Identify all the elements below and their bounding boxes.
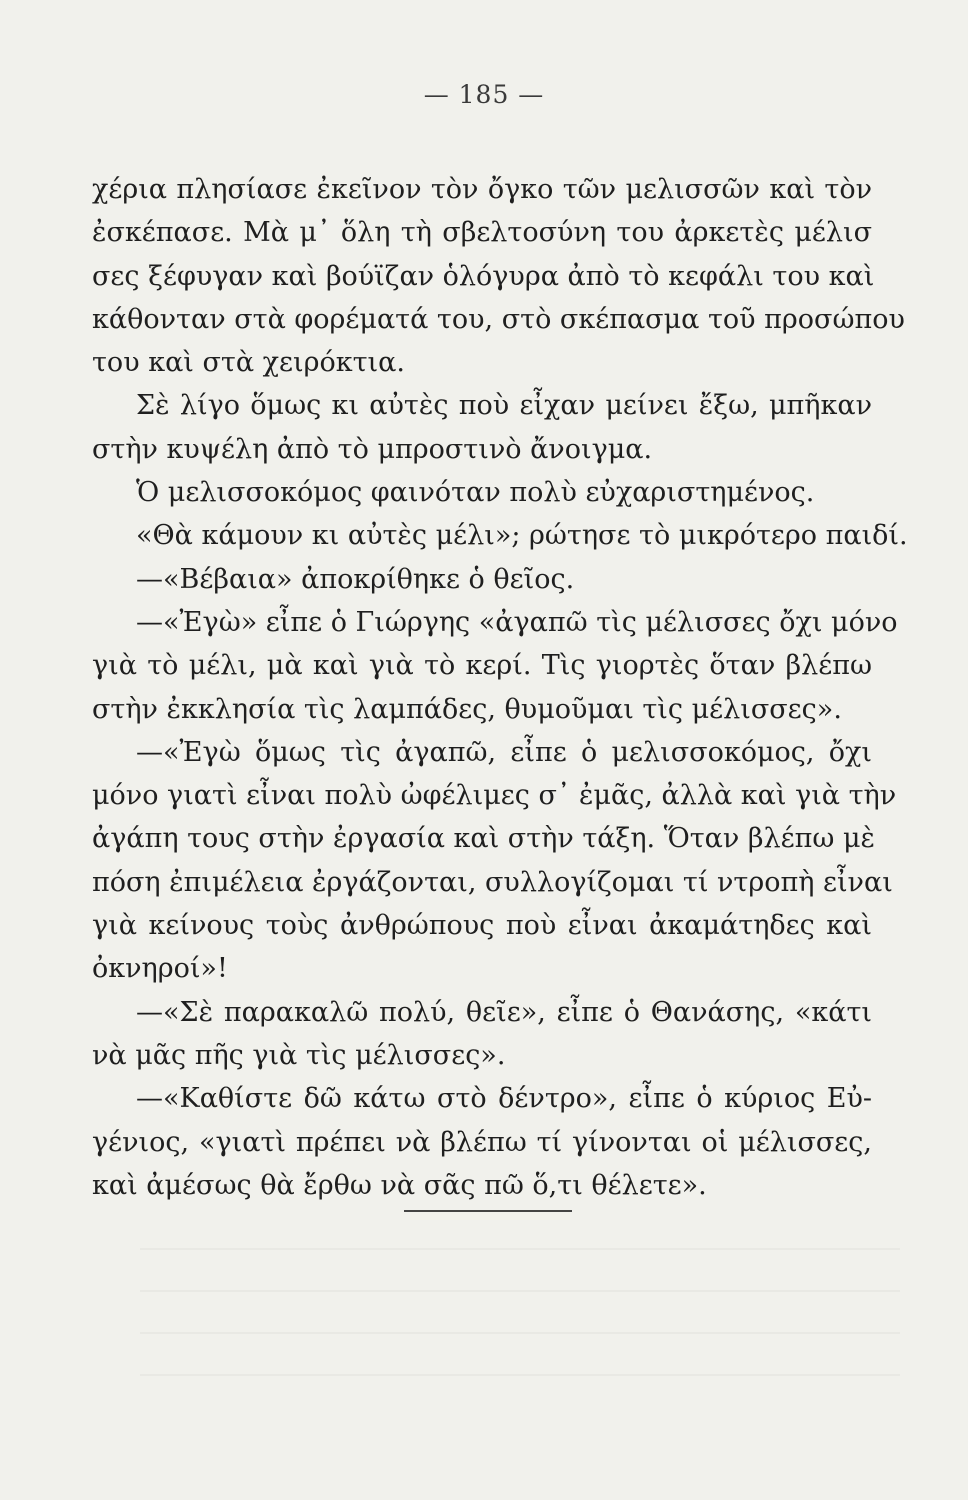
- show-through-line: [140, 1248, 900, 1250]
- text-line: γένιος, «γιατὶ πρέπει νὰ βλέπω τί γίνονται οἱ μέλισσες,: [92, 1126, 872, 1158]
- show-through-line: [140, 1332, 900, 1334]
- text-line: χέρια πλησίασε ἐκεῖνον τὸν ὄγκο τῶν μελισσῶν καὶ τὸν: [92, 174, 872, 205]
- text-line: ἀγάπη τους στὴν ἐργασία καὶ στὴν τάξη. Ὅταν βλέπω μὲ: [92, 823, 875, 855]
- text-line: —«Σὲ παρακαλῶ πολύ, θεῖε», εἶπε ὁ Θανάσης, «κάτι: [136, 996, 872, 1028]
- text-line: ἐσκέπασε. Μὰ μ᾽ ὅλη τὴ σβελτοσύνη του ἀρκετὲς μέλισ: [92, 217, 872, 249]
- text-line: —«Ἐγὼ ὅμως τὶς ἀγαπῶ, εἶπε ὁ μελισσοκόμος, ὄχι: [136, 736, 872, 768]
- text-line: —«Καθίστε δῶ κάτω στὸ δέντρο», εἶπε ὁ κύριος Εὐ-: [136, 1083, 872, 1115]
- text-line: Ὁ μελισσοκόμος φαινόταν πολὺ εὐχαριστημένος.: [136, 477, 815, 509]
- page-number: — 185 —: [423, 80, 545, 109]
- text-line: «Θὰ κάμουν κι αὐτὲς μέλι»; ρώτησε τὸ μικρότερο παιδί.: [136, 520, 908, 552]
- text-line: καὶ ἀμέσως θὰ ἔρθω νὰ σᾶς πῶ ὅ,τι θέλετε».: [92, 1169, 707, 1201]
- text-line: του καὶ στὰ χειρόκτια.: [92, 347, 405, 379]
- text-line: —«Βέβαια» ἀποκρίθηκε ὁ θεῖος.: [136, 563, 575, 595]
- text-line: Σὲ λίγο ὅμως κι αὐτὲς ποὺ εἶχαν μείνει ἔξω, μπῆκαν: [136, 390, 872, 422]
- text-line: πόση ἐπιμέλεια ἐργάζονται, συλλογίζομαι τί ντροπὴ εἶναι: [92, 866, 893, 898]
- text-line: κάθονταν στὰ φορέματά του, στὸ σκέπασμα τοῦ προσώπου: [92, 303, 905, 335]
- text-line: στὴν ἐκκλησία τὶς λαμπάδες, θυμοῦμαι τὶς μέλισσες».: [92, 693, 842, 725]
- show-through-line: [140, 1374, 900, 1376]
- text-line: μόνο γιατὶ εἶναι πολὺ ὠφέλιμες σ᾽ ἐμᾶς, ἀλλὰ καὶ γιὰ τὴν: [92, 780, 897, 812]
- text-line: στὴν κυψέλη ἀπὸ τὸ μπροστινὸ ἄνοιγμα.: [92, 433, 653, 465]
- text-line: γιὰ κείνους τοὺς ἀνθρώπους ποὺ εἶναι ἀκαμάτηδες καὶ: [92, 910, 872, 942]
- text-line: σες ξέφυγαν καὶ βούϊζαν ὁλόγυρα ἀπὸ τὸ κεφάλι του καὶ: [92, 260, 875, 292]
- section-divider: [404, 1210, 572, 1212]
- text-line: ὀκνηροί»!: [92, 953, 228, 985]
- text-line: —«Ἐγὼ» εἶπε ὁ Γιώργης «ἀγαπῶ τὶς μέλισσες ὄχι μόνο: [136, 606, 898, 638]
- text-line: γιὰ τὸ μέλι, μὰ καὶ γιὰ τὸ κερί. Τὶς γιορτὲς ὅταν βλέπω: [92, 650, 872, 682]
- text-line: νὰ μᾶς πῆς γιὰ τὶς μέλισσες».: [92, 1039, 506, 1071]
- body-text: [92, 168, 908, 1207]
- show-through-line: [140, 1290, 900, 1292]
